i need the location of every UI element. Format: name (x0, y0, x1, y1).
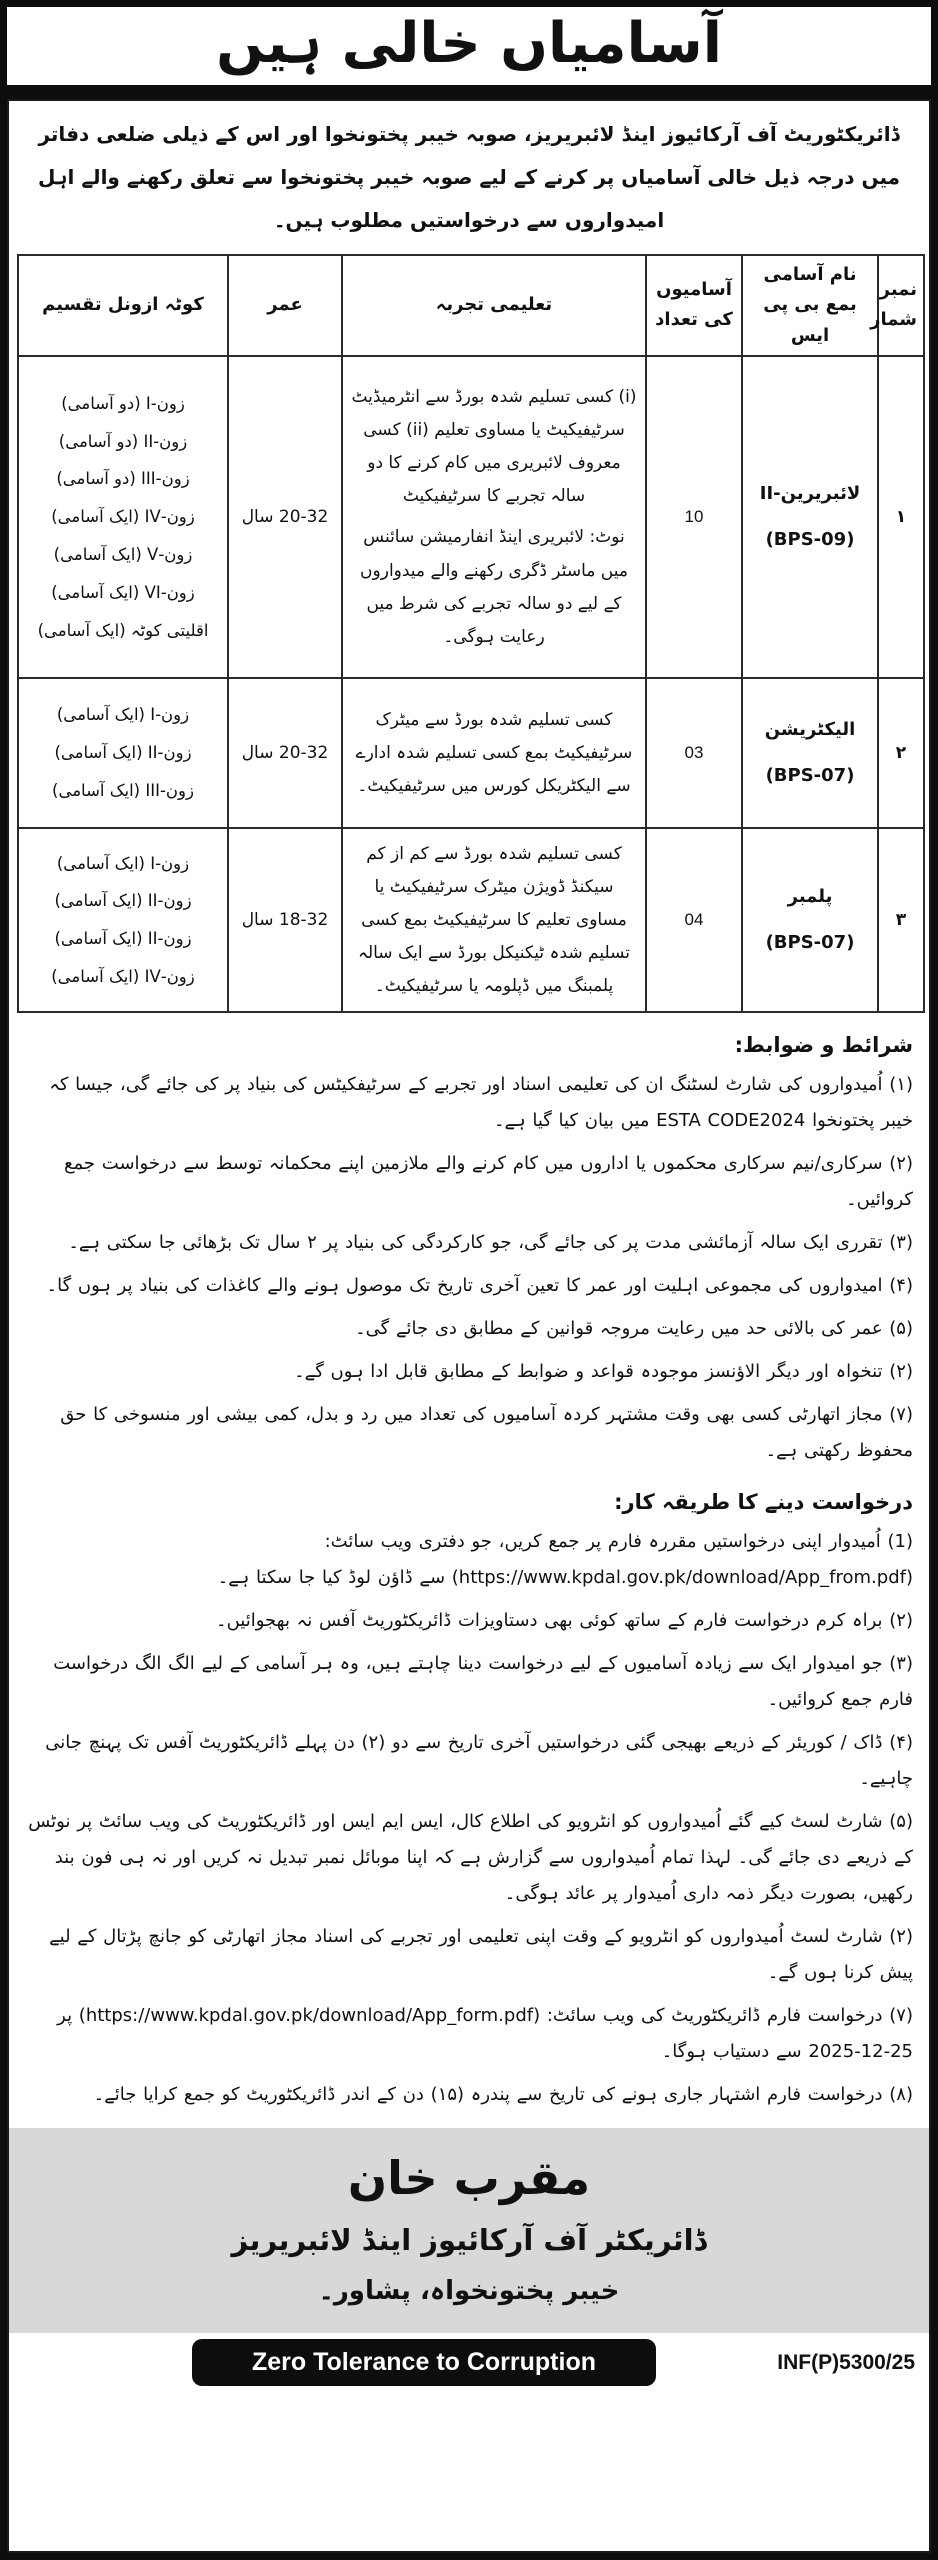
terms-item: (۴) امیدواروں کی مجموعی اہلیت اور عمر کا تعین آخری تاریخ تک موصول ہونے والے کاغذات کی بنیاد پر ہوں گا۔ (46, 1275, 913, 1297)
procedure-item: (۳) جو امیدوار ایک سے زیادہ آسامیوں کے لیے درخواست دینا چاہتے ہیں، وہ ہر آسامی کے لیے الگ الگ درخواست فارم جمع کروائیں۔ (53, 1652, 913, 1710)
terms-item: (۲) سرکاری/نیم سرکاری محکموں یا اداروں میں کام کرنے والے ملازمین اپنے محکمانہ توسط سے درخواست جمع کروائیں۔ (63, 1153, 913, 1211)
zone-line: زون-I (ایک آسامی) (56, 853, 190, 873)
zone-line: زون-I (ایک آسامی) (56, 705, 190, 725)
cell-education (342, 678, 646, 828)
cell-age: 20-32 سال (228, 678, 342, 828)
cell-age: 20-32 سال (228, 356, 342, 678)
terms-item: (۵) عمر کی بالائی حد میں رعایت مروجہ قوانین کے مطابق دی جائے گی۔ (355, 1318, 913, 1340)
terms-heading: شرائط و ضوابط: (734, 1033, 913, 1058)
footer-strip (9, 2333, 929, 2393)
cell-post (742, 356, 878, 678)
post-bps: (BPS-07) (765, 932, 855, 954)
post-title: پلمبر (787, 885, 833, 907)
table-row (18, 828, 924, 1012)
cell-count: 03 (646, 678, 742, 828)
procedure-item: (۷) درخواست فارم ڈائریکٹوریٹ کی ویب سائٹ: (https://www.kpdal.gov.pk/download/App_form.pdf) پر 25-12-2025 سے دستیاب ہوگا۔ (57, 2004, 913, 2062)
education-text: (i) کسی تسلیم شدہ بورڈ سے انٹرمیڈیٹ سرٹیفیکیٹ یا مساوی تعلیم (ii) کسی معروف لائبریری میں کام کرنے کا دو سالہ تجربے کا سرٹیفیکیٹ (351, 386, 637, 507)
cell-quota (18, 356, 228, 678)
zone-line: اقلیتی کوٹہ (ایک آسامی) (37, 621, 209, 641)
terms-item: (۱) اُمیدواروں کی شارٹ لسٹنگ ان کی تعلیمی اسناد اور تجربے کے سرٹیفکیٹس کی بنیاد پر کی جائے گی، جیسا کہ خیبر پختونخوا ESTA CODE2024 میں بیان کیا گیا ہے۔ (49, 1074, 913, 1132)
procedure-item: (۸) درخواست فارم اشتہار جاری ہونے کی تاریخ سے پندرہ (۱۵) دن کے اندر ڈائریکٹوریٹ کو جمع کرایا جائے۔ (93, 2083, 913, 2105)
zone-line: زون-VI (ایک آسامی) (51, 583, 195, 603)
post-title: لائبریرین-II (759, 482, 861, 504)
cell-count: 04 (646, 828, 742, 1012)
education-text: کسی تسلیم شدہ بورڈ سے کم از کم سیکنڈ ڈویژن میٹرک سرٹیفیکیٹ یا مساوی تعلیم کا سرٹیفیکیٹ بمع کسی تسلیم شدہ ٹیکنیکل بورڈ سے ایک سالہ پلمبنگ میں ڈپلومہ یا سرٹیفیکیٹ۔ (357, 843, 631, 997)
cell-serial: ۲ (878, 678, 924, 828)
post-title: الیکٹریشن (764, 718, 856, 740)
zone-line: زون-II (ایک آسامی) (54, 891, 192, 911)
cell-quota (18, 828, 228, 1012)
table-row (18, 678, 924, 828)
signatory-designation: ڈائریکٹر آف آرکائیوز اینڈ لائبریریز (231, 2222, 707, 2257)
zone-line: زون-II (دو آسامی) (58, 431, 188, 451)
terms-item: (۲) تنخواہ اور دیگر الاؤنسز موجودہ قواعد و ضوابط کے مطابق قابل ادا ہوں گے۔ (294, 1361, 913, 1383)
ad-title-panel (7, 7, 931, 85)
cell-post (742, 678, 878, 828)
post-bps: (BPS-09) (765, 529, 855, 551)
cell-education (342, 828, 646, 1012)
zone-line: زون-III (دو آسامی) (56, 469, 190, 489)
signatory-location: خیبر پختونخواہ، پشاور۔ (318, 2276, 620, 2307)
terms-list (9, 1067, 929, 1480)
ad-body (7, 99, 931, 2553)
zone-line: زون-III (ایک آسامی) (52, 781, 194, 801)
procedure-item: (۵) شارٹ لسٹ کیے گئے اُمیدواروں کو انٹرویو کی اطلاع کال، ایس ایم ایس اور ڈائریکٹوریٹ کی ویب سائٹ پر نوٹس کے ذریعے دی جائے گی۔ لہذا تمام اُمیدواروں سے گزارش ہے کہ اپنا موبائل نمبر تبدیل نہ کریں اور نہ ہی فون بند رکھیں، بصورت دیگر ذمہ داری اُمیدوار پر عائد ہوگی۔ (28, 1810, 913, 1904)
procedure-item: (۲) براہ کرم درخواست فارم کے ساتھ کوئی بھی دستاویزات ڈائریکٹوریٹ آفس نہ بھجوائیں۔ (216, 1609, 913, 1631)
zone-line: زون-II (ایک آسامی) (54, 743, 192, 763)
cell-serial: ۱ (878, 356, 924, 678)
signatory-name: مقرب خان (347, 2150, 591, 2205)
zone-line: زون-IV (ایک آسامی) (51, 967, 195, 987)
cell-age: 18-32 سال (228, 828, 342, 1012)
cell-serial: ۳ (878, 828, 924, 1012)
zone-line: زون-II (ایک آسامی) (54, 929, 192, 949)
procedure-list (9, 1524, 929, 2124)
table-row (18, 356, 924, 678)
zone-line: زون-IV (ایک آسامی) (51, 507, 195, 527)
signature-block (9, 2128, 929, 2333)
ad-title: آسامیاں خالی ہیں (216, 11, 722, 76)
header-education: تعلیمی تجربہ (342, 255, 646, 357)
zone-line: زون-V (ایک آسامی) (53, 545, 193, 565)
zone-line: زون-I (دو آسامی) (61, 393, 185, 413)
advert-reference-number: INF(P)5300/25 (777, 2350, 915, 2374)
anti-corruption-slogan-badge: Zero Tolerance to Corruption (192, 2339, 656, 2386)
procedure-item: (1) اُمیدوار اپنی درخواستیں مقررہ فارم پر جمع کریں، جو دفتری ویب سائٹ: (https://www.kpdal.gov.pk/download/App_from.pdf) سے ڈاؤن لوڈ کیا جا سکتا ہے۔ (217, 1530, 913, 1588)
procedure-item: (۲) شارٹ لسٹ اُمیدواروں کو انٹرویو کے وقت اپنی تعلیمی اور تجربے کی اسناد مجاز اتھارٹی کو جانچ پڑتال کے لیے پیش کرنا ہوں گے۔ (49, 1925, 913, 1983)
header-count: آسامیوں کی تعداد (646, 255, 742, 357)
header-post: نام آسامی بمع بی پی ایس (742, 255, 878, 357)
education-text: کسی تسلیم شدہ بورڈ سے میٹرک سرٹیفیکیٹ بمع کسی تسلیم شدہ ادارے سے الیکٹریکل کورس میں سرٹیفیکیٹ۔ (355, 709, 633, 796)
intro-paragraph: ڈائریکٹوریٹ آف آرکائیوز اینڈ لائبریریز، صوبہ خیبر پختونخوا اور اس کے ذیلی ضلعی دفاتر میں درجہ ذیل خالی آسامیاں پر کرنے کے لیے صوبہ خیبر پختونخوا سے تعلق رکھنے والے اہل امیدواروں سے درخواستیں مطلوب ہیں۔ (37, 121, 901, 232)
header-serial: نمبر شمار (878, 255, 924, 357)
education-note: نوٹ: لائبریری اینڈ انفارمیشن سائنس میں ماسٹر ڈگری رکھنے والے میدواروں کے لیے دو سالہ تجربے کی شرط میں رعایت ہوگی۔ (360, 527, 628, 647)
cell-count: 10 (646, 356, 742, 678)
header-quota: کوٹہ ازونل تقسیم (18, 255, 228, 357)
terms-item: (۳) تقرری ایک سالہ آزمائشی مدت پر کی جائے گی، جو کارکردگی کی بنیاد پر ۲ سال تک بڑھائی جا سکتی ہے۔ (68, 1232, 913, 1254)
procedure-heading: درخواست دینے کا طریقہ کار: (614, 1490, 913, 1515)
header-age: عمر (228, 255, 342, 357)
cell-quota (18, 678, 228, 828)
procedure-item: (۴) ڈاک / کوریئر کے ذریعے بھیجی گئی درخواستیں آخری تاریخ سے دو (۲) دن پہلے ڈائریکٹوریٹ آفس تک پہنچ جانی چاہیے۔ (45, 1731, 913, 1789)
table-header-row (18, 255, 924, 357)
terms-item: (۷) مجاز اتھارٹی کسی بھی وقت مشتہر کردہ آسامیوں کی تعداد میں رد و بدل، کمی بیشی اور منسوخی کا حق محفوظ رکھتی ہے۔ (60, 1404, 913, 1462)
vacancy-table (17, 254, 925, 1014)
cell-education (342, 356, 646, 678)
post-bps: (BPS-07) (765, 765, 855, 787)
cell-post (742, 828, 878, 1012)
